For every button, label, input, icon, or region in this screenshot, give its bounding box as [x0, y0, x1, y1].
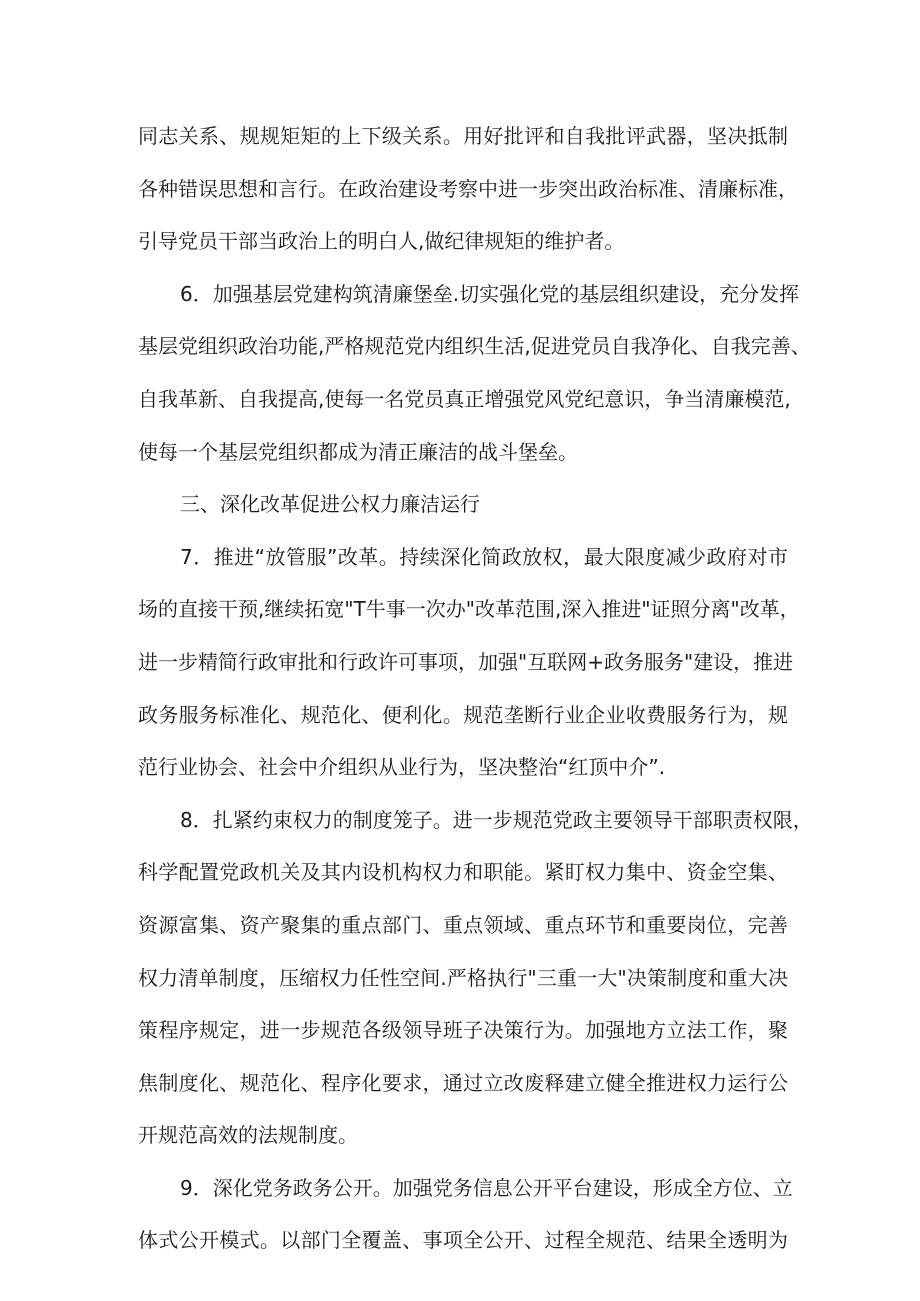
section-heading — [138, 478, 788, 531]
paragraph-continuation — [138, 110, 798, 268]
text-line: 范行业协会、社会中介组织从业行为，坚决整治“红顶中介”. — [138, 755, 666, 780]
text-line: 各种错误思想和言行。在政治建设考察中进一步突出政治标准、清廉标准， — [138, 176, 798, 201]
text-line: 8．扎紧约束权力的制度笼子。进一步规范党政主要领导干部职责权限， — [180, 807, 813, 832]
text-line: 政务服务标准化、规范化、便利化。规范垄断行业企业收费服务行为，规 — [138, 702, 788, 727]
text-line: 资源富集、资产聚集的重点部门、重点领域、重点环节和重要岗位，完善 — [138, 912, 788, 937]
document-body — [138, 110, 813, 1267]
text-line: 进一步精简行政审批和行政许可事项，加强"互联网+政务服务"建设，推进 — [138, 649, 794, 674]
paragraph-item-6 — [138, 268, 811, 478]
text-line: 7．推进“放管服”改革。持续深化简政放权，最大限度减少政府对市 — [180, 544, 788, 569]
text-line: 焦制度化、规范化、程序化要求，通过立改废释建立健全推进权力运行公 — [138, 1070, 788, 1095]
paragraph-item-8 — [138, 794, 813, 1162]
text-line: 自我革新、自我提高,使每一名党员真正增强党风党纪意识，争当清廉模范, — [138, 386, 791, 411]
paragraph-item-9 — [138, 1162, 793, 1267]
section-heading-text: 三、深化改革促进公权力廉洁运行 — [180, 492, 480, 517]
text-line: 场的直接干预,继续拓宽"T牛事一次办"改革范围,深入推进"证照分离"改革， — [138, 597, 800, 622]
text-line: 使每一个基层党组织都成为清正廉洁的战斗堡垒。 — [138, 439, 578, 464]
text-line: 基层党组织政治功能,严格规范党内组织生活,促进党员自我净化、自我完善、 — [138, 334, 811, 359]
text-line: 引导党员干部当政治上的明白人,做纪律规矩的维护者。 — [138, 229, 625, 254]
text-line: 科学配置党政机关及其内设机构权力和职能。紧盯权力集中、资金空集、 — [138, 860, 788, 885]
text-line: 同志关系、规规矩矩的上下级关系。用好批评和自我批评武器，坚决抵制 — [138, 124, 788, 148]
text-line: 6．加强基层党建构筑清廉堡垒.切实强化党的基层组织建设，充分发挥 — [180, 281, 800, 306]
text-line: 体式公开模式。以部门全覆盖、事项全公开、过程全规范、结果全透明为 — [138, 1228, 788, 1253]
text-line: 策程序规定，进一步规范各级领导班子决策行为。加强地方立法工作，聚 — [138, 1018, 788, 1043]
paragraph-item-7 — [138, 531, 800, 794]
text-line: 权力清单制度，压缩权力任性空间.严格执行"三重一大"决策制度和重大决 — [138, 965, 788, 990]
text-line: 开规范高效的法规制度。 — [138, 1123, 358, 1148]
text-line: 9．深化党务政务公开。加强党务信息公开平台建设，形成全方位、立 — [180, 1175, 793, 1200]
